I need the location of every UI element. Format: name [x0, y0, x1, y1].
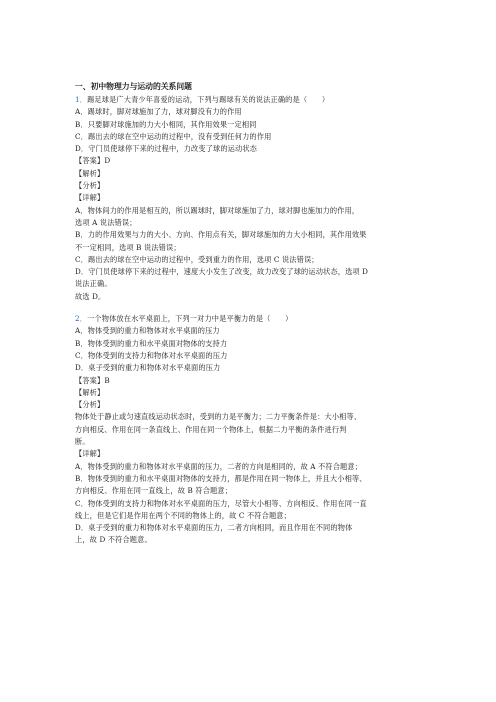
- analysis-label: 【解析】: [75, 168, 105, 178]
- question-number: 1．: [75, 95, 88, 104]
- detail-line: A．物体受到的重力和物体对水平桌面的压力，二者的方向是相同的，故 A 不符合题意；: [75, 461, 363, 471]
- answer-label: 【答案】B: [75, 375, 110, 385]
- option-d: D．守门员使球停下来的过程中，力改变了球的运动状态: [75, 144, 258, 154]
- option-a: A．物体受到的重力和物体对水平桌面的压力: [75, 326, 220, 336]
- detail-line: 方向相反、作用在同一直线上，故 B 符合题意；: [75, 486, 233, 496]
- fenxi-line: 方向相反、作用在同一条直线上、作用在同一个物体上，根据二力平衡的条件进行判: [75, 424, 347, 434]
- fenxi-label: 【分析】: [75, 181, 105, 191]
- detail-line: B．力的作用效果与力的大小、方向、作用点有关，脚对球施加的力大小相同，其作用效果: [75, 230, 367, 240]
- question-stem: 2．一个物体放在水平桌面上，下列一对力中是平衡力的是（ ）: [75, 314, 293, 324]
- detail-line: 故选 D。: [75, 291, 106, 301]
- detail-line: B．物体受到的重力和水平桌面对物体的支持力，都是作用在同一物体上，并且大小相等、: [75, 473, 367, 483]
- analysis-label: 【解析】: [75, 387, 105, 397]
- detail-label: 【详解】: [75, 193, 105, 203]
- option-d: D．桌子受到的重力和物体对水平桌面的压力: [75, 363, 221, 373]
- detail-line: A．物体间力的作用是相互的，所以踢球时，脚对球施加了力，球对脚也施加力的作用，: [75, 205, 360, 215]
- option-c: C．物体受到的支持力和物体对水平桌面的压力: [75, 350, 228, 360]
- detail-line: D．守门员使球停下来的过程中，速度大小发生了改变，故力改变了球的运动状态，选项 D: [75, 267, 369, 277]
- question-2: [75, 313, 427, 547]
- fenxi-line: 物体处于静止或匀速直线运动状态时，受到的力是平衡力；二力平衡条件是：大小相等、: [75, 412, 362, 422]
- document-content: [75, 81, 427, 547]
- detail-line: C．踢出去的球在空中运动的过程中，受到重力的作用，选项 C 说法错误；: [75, 254, 319, 264]
- answer-label: 【答案】D: [75, 156, 111, 166]
- detail-line: 选项 A 说法错误；: [75, 217, 137, 227]
- option-a: A．踢球时，脚对球施加了力，球对脚没有力的作用: [75, 107, 242, 117]
- fenxi-label: 【分析】: [75, 400, 105, 410]
- detail-label: 【详解】: [75, 449, 105, 459]
- question-stem: 1．踢足球是广大青少年喜爱的运动，下列与踢球有关的说法正确的是（ ）: [75, 95, 330, 104]
- question-spacer: [75, 303, 427, 313]
- detail-line: C．物体受到的支持力和物体对水平桌面的压力，尽管大小相等、方向相反、作用在同一直: [75, 498, 367, 508]
- option-b: B．只要脚对球施加的力大小相同，其作用效果一定相同: [75, 119, 257, 129]
- question-number: 2．: [75, 314, 88, 324]
- detail-line: 不一定相同，选项 B 说法错误；: [75, 242, 181, 252]
- section-title: 一、初中物理力与运动的关系问题: [75, 82, 192, 91]
- fenxi-line: 断。: [75, 437, 90, 447]
- detail-line: D．桌子受到的重力和物体对水平桌面的压力，二者方向相同，而且作用在不同的物体: [75, 523, 353, 533]
- detail-line: 线上，但是它们是作用在两个不同的物体上的，故 C 不符合题意；: [75, 510, 291, 520]
- option-b: B．物体受到的重力和水平桌面对物体的支持力: [75, 338, 228, 348]
- detail-line: 上，故 D 不符合题意。: [75, 535, 152, 545]
- detail-line: 说法正确。: [75, 279, 112, 289]
- question-1: [75, 94, 427, 303]
- option-c: C．踢出去的球在空中运动的过程中，没有受到任何力的作用: [75, 131, 272, 141]
